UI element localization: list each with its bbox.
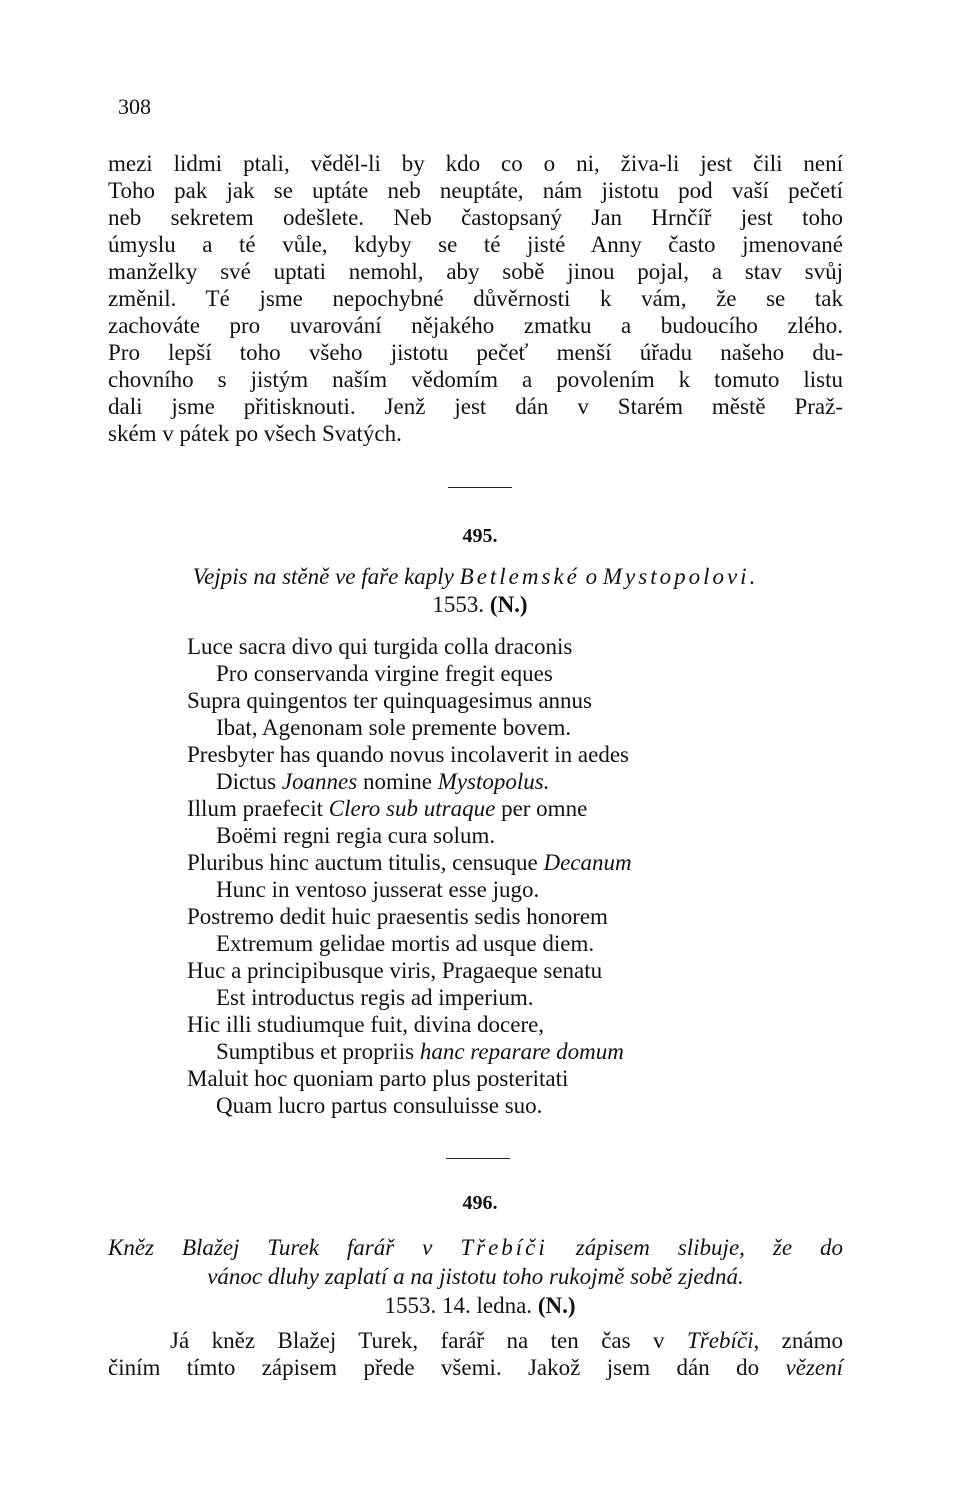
- document-number-495: 495.: [462, 525, 498, 547]
- paragraph-line: úmyslu a té vůle, kdyby se té jisté Anny často jmenované: [108, 232, 843, 257]
- paragraph-494-ending: [108, 150, 843, 447]
- verse-line: Maluit hoc quoniam parto plus posteritati: [187, 1066, 569, 1091]
- paragraph-line: ském v pátek po všech Svatých.: [108, 421, 402, 446]
- inscription-verses: [187, 633, 827, 1119]
- page-number: 308: [118, 94, 151, 119]
- verse-line: Extremum gelidae mortis ad usque diem.: [216, 931, 595, 956]
- verse-line: Boëmi regni regia cura solum.: [216, 823, 496, 848]
- verse-line: Quam lucro partus consuluisse suo.: [216, 1093, 543, 1118]
- verse-line: Est introductus regis ad imperium.: [216, 985, 534, 1010]
- verse-line: Hic illi studiumque fuit, divina docere,: [187, 1012, 545, 1037]
- verse-line: Supra quingentos ter quinquagesimus annus: [187, 688, 593, 713]
- verse-line: Luce sacra divo qui turgida colla draconis: [187, 634, 573, 659]
- verse-line: Dictus Joannes nomine Mystopolus.: [216, 769, 550, 794]
- document-number-496: 496.: [462, 1192, 498, 1214]
- document-heading-496-line1: Kněz Blažej Turek farář v Třebíči zápisem slibuje, že do: [108, 1235, 843, 1260]
- separator-rule: [448, 487, 512, 488]
- paragraph-line: manželky své uptati nemohl, aby sobě jinou pojal, a stav svůj: [108, 259, 843, 284]
- separator-rule-2: [446, 1158, 510, 1159]
- paragraph-line: Pro lepší toho všeho jistotu pečeť menší úřadu našeho du-: [108, 340, 843, 365]
- verse-line: Huc a principibusque viris, Pragaeque senatu: [187, 958, 603, 983]
- document-date-496: 1553. 14. ledna. (N.): [384, 1293, 576, 1318]
- paragraph-line: neb sekretem odešlete. Neb častopsaný Jan Hrnčíř jest toho: [108, 205, 843, 230]
- verse-line: Presbyter has quando novus incolaverit in aedes: [187, 742, 629, 767]
- paragraph-line: dali jsme přitisknouti. Jenž jest dán v Starém městě Praž-: [108, 394, 843, 419]
- verse-line: Hunc in ventoso jusserat esse jugo.: [216, 877, 540, 902]
- verse-line: Illum praefecit Clero sub utraque per omne: [187, 796, 588, 821]
- verse-line: Pro conservanda virgine fregit eques: [216, 661, 553, 686]
- verse-line: Pluribus hinc auctum titulis, censuque Decanum: [187, 850, 632, 875]
- paragraph-line: Toho pak jak se uptáte neb neuptáte, nám jistotu pod vaší pečetí: [108, 178, 843, 203]
- verse-line: Sumptibus et propriis hanc reparare domum: [216, 1039, 624, 1064]
- document-heading-496-line2: vánoc dluhy zaplatí a na jistotu toho rukojmě sobě zjedná.: [207, 1264, 744, 1289]
- document-heading-495: Vejpis na stěně ve faře kaply Betlemské o Mystopolovi.: [192, 564, 759, 589]
- paragraph-line: změnil. Té jsme nepochybné důvěrnosti k vám, že se tak: [108, 286, 843, 311]
- document-date-495: 1553. (N.): [432, 592, 528, 617]
- document-body-496: [108, 1327, 843, 1381]
- paragraph-line: chovního s jistým naším vědomím a povolením k tomuto listu: [108, 367, 843, 392]
- verse-line: Postremo dedit huic praesentis sedis honorem: [187, 904, 608, 929]
- paragraph-line: zachováte pro uvarování nějakého zmatku a budoucího zlého.: [108, 313, 843, 338]
- paragraph-line: mezi lidmi ptali, věděl-li by kdo co o ni, živa-li jest čili není: [108, 151, 843, 176]
- body-line: Já kněz Blažej Turek, farář na ten čas v Třebíči, známo: [170, 1328, 843, 1353]
- body-line: činím tímto zápisem přede všemi. Jakož jsem dán do vězení: [108, 1355, 843, 1380]
- verse-line: Ibat, Agenonam sole premente bovem.: [216, 715, 572, 740]
